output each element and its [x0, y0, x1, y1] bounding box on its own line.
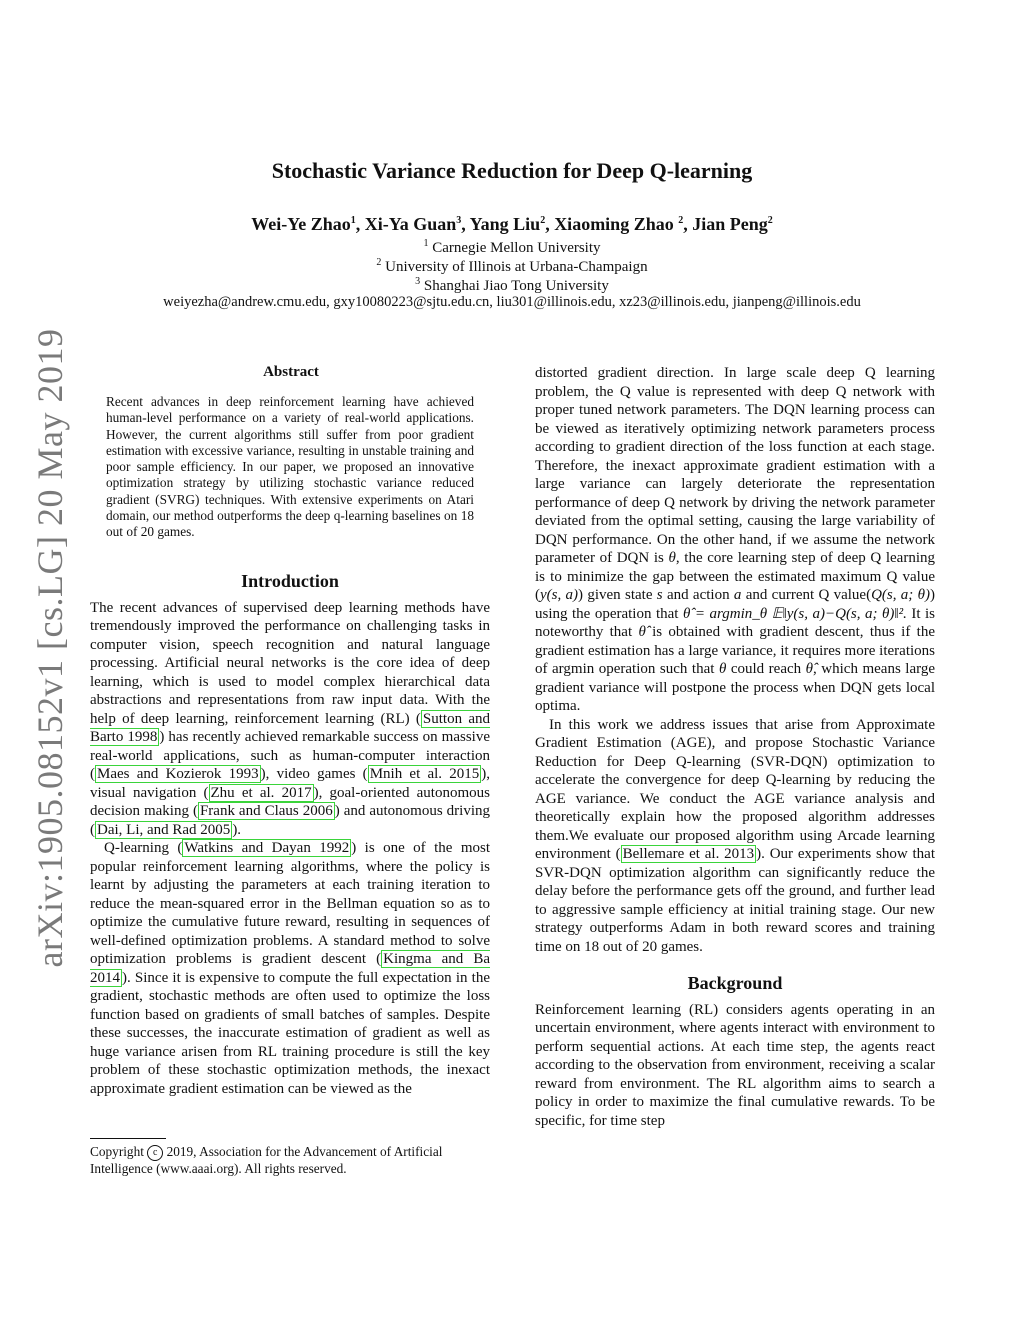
author: Xiaoming Zhao — [554, 214, 679, 234]
author-affil-mark: 2 — [767, 215, 773, 226]
author-affil-mark: 3 — [456, 215, 462, 226]
author-affil-mark: 2 — [540, 215, 546, 226]
intro-heading: Introduction — [241, 571, 339, 591]
affiliation: $^3$ Shanghai Jiao Tong University — [415, 276, 609, 294]
arxiv-id: arXiv:1905.08152v1 [cs.LG] 20 May 2019 — [30, 328, 70, 968]
abstract-heading: Abstract — [263, 364, 319, 380]
copyright-icon: c — [147, 1145, 163, 1161]
citation-link[interactable]: Sutton and Barto 1998 — [90, 710, 491, 745]
abstract-text: Recent advances in deep reinforcement learning have achieved human-level performance on a variety of real-world applications. However, the current algorithms still suffer from poor gradient estimation with excessive variance, resulting in unstable training and poor sample efficiency. In our paper, we proposed an innovative optimization strategy by utilizing stochastic variance reduced gradient (SVRG) techniques. With extensive experiments on Atari domain, our method outperforms the deep q-learning baselines on 18 out of 20 games. — [106, 394, 474, 540]
background-paragraph: Reinforcement learning (RL) considers agents operating in an uncertain environment, where agents interact with environment to perform sequential actions. At each time step, the agents react according to the observation from environment, receiving a scalar reward from environment. The RL algorithm aims to search a policy in order to maximize the final cumulative rewards. To be specific, for time step — [535, 1001, 935, 1129]
author-emails: weiyezha@andrew.cmu.edu, gxy10080223@sjtu.edu.cn, liu301@illinois.edu, xz23@illinois.edu, jianpeng@illinois.edu — [163, 294, 861, 310]
citation-link[interactable]: Frank and Claus 2006 — [199, 803, 333, 819]
right-paragraph-2: In this work we address issues that arise from Approximate Gradient Estimation (AGE), and propose Stochastic Variance Reduction for Deep Q-learning (SVR-DQN) optimization to accelerate the convergence for deep Q-learning by reducing the AGE variance. We conduct the AGE variance analysis and theoretically explain how the proposed algorithm addresses them.We evaluate our proposed algorithm using Arcade learning environment ( Bellemare et al. 2013 ). Our experiments show that SVR-DQN optimization algorithm can significantly reduce the delay before the performance gets off the ground, and further lead to aggressive sample efficiency at initial training stage. Our new strategy outperforms Adam in both reward scores and training time on 18 out of 20 games. — [535, 716, 935, 955]
author: Xi-Ya Guan — [364, 214, 457, 234]
author: Jian Peng — [692, 214, 768, 234]
citation-link[interactable]: Watkins and Dayan 1992 — [184, 840, 350, 856]
author: Yang Liu — [469, 214, 541, 234]
citation-link[interactable]: Maes and Kozierok 1993 — [97, 766, 259, 782]
intro-paragraph-1: The recent advances of supervised deep learning methods have tremendously improved the performance on challenging tasks in computer vision, speech recognition and natural language processing. Artificial neural networks is the core idea of deep learning, which is used to model complex hierarchical data abstractions and representations from raw input data. With the help of deep learning, reinforcement learning (RL) ( Sutton and Barto 1998 ) has recently achieved remarkable success on massive real-world applications, such as human-computer interaction ( Maes and Kozierok 1993 ), video games ( Mnih et al. 2015 ), visual navigation ( Zhu et al. 2017 ), goal-oriented autonomous decision making ( Frank and Claus 2006 ) and autonomous driving ( Dai, Li, and Rad 2005 ). — [90, 599, 491, 838]
footnote-rule — [90, 1138, 166, 1139]
left-column — [90, 572, 490, 1098]
affiliation: $^2$ University of Illinois at Urbana-Champaign — [376, 257, 648, 275]
right-column — [535, 364, 935, 1130]
citation-link[interactable]: Dai, Li, and Rad 2005 — [97, 821, 231, 838]
author-affil-mark: 1 — [350, 215, 356, 226]
author: Wei-Ye Zhao — [251, 214, 351, 234]
author-list: Wei-Ye Zhao$^1$, Xi-Ya Guan$^3$, Yang Liu$^2$, Xiaoming Zhao $^2$, Jian Peng$^2$ — [251, 214, 773, 234]
paper-title: Stochastic Variance Reduction for Deep Q-learning — [271, 158, 753, 183]
citation-link[interactable]: Kingma and Ba 2014 — [90, 951, 490, 986]
formula: θ̂ = argmin_θ 𝔼‖y(s, a)−Q(s, a; θ)‖². — [682, 605, 907, 622]
copyright-footnote: Copyright c 2019, Association for the Advancement of Artificial Intelligence (www.aaai.org). All rights reserved. — [90, 1144, 443, 1176]
citation-link[interactable]: Zhu et al. 2017 — [210, 784, 312, 801]
author-affil-mark: 2 — [678, 215, 684, 226]
intro-paragraph-2: Q-learning ( Watkins and Dayan 1992 ) is one of the most popular reinforcement learning algorithms, where the policy is learnt by adjusting the parameters at each training iteration to reduce the mean-squared error in the Bellman equation so as to optimize the cumulative future reward, resulting in sequences of well-defined optimization problems. A standard method to solve optimization problems is gradient descent ( Kingma and Ba 2014 ). Since it is expensive to compute the full expectation in the gradient, stochastic methods are often used to optimize the loss function based on gradients of small batches of samples. Despite these successes, the inaccurate estimation of gradient as well as huge variance arisen from RL training procedure is still the key problem of these stochastic optimization methods, the inexact approximate gradient estimation can be viewed as the — [90, 840, 491, 1097]
citation-link[interactable]: Bellemare et al. 2013 — [622, 846, 755, 862]
right-paragraph-1: distorted gradient direction. In large scale deep Q learning problem, the Q value is represented with deep Q network with proper tuned network parameters. The DQN learning process can be viewed as iteratively optimizing network parameters process according to gradient direction of the loss function at each stage. Therefore, the inexact approximate gradient estimation with a large variance can largely deteriorate the representation performance of deep Q network by driving the network parameter deviated from the optimal setting, causing the large variability of DQN performance. On the other hand, if we assume the network parameter of DQN is θ, the core learning step of deep Q learning is to minimize the gap between the estimated maximum Q value (y(s, a)) given state s and action a and current Q value(Q(s, a; θ)) using the operation that θ̂ = argmin_θ 𝔼‖y(s, a)−Q(s, a; θ)‖². It is noteworthy that θ̂ is obtained with gradient descent, thus if the gradient estimation has a large variance, it requires more iterations of argmin operation such that θ could reach θ̂, which means large gradient variance will postpone the process when DQN gets local optima. — [535, 365, 936, 714]
background-heading: Background — [687, 973, 783, 993]
citation-link[interactable]: Mnih et al. 2015 — [369, 766, 480, 782]
affiliation: $^1$ Carnegie Mellon University — [423, 238, 601, 256]
